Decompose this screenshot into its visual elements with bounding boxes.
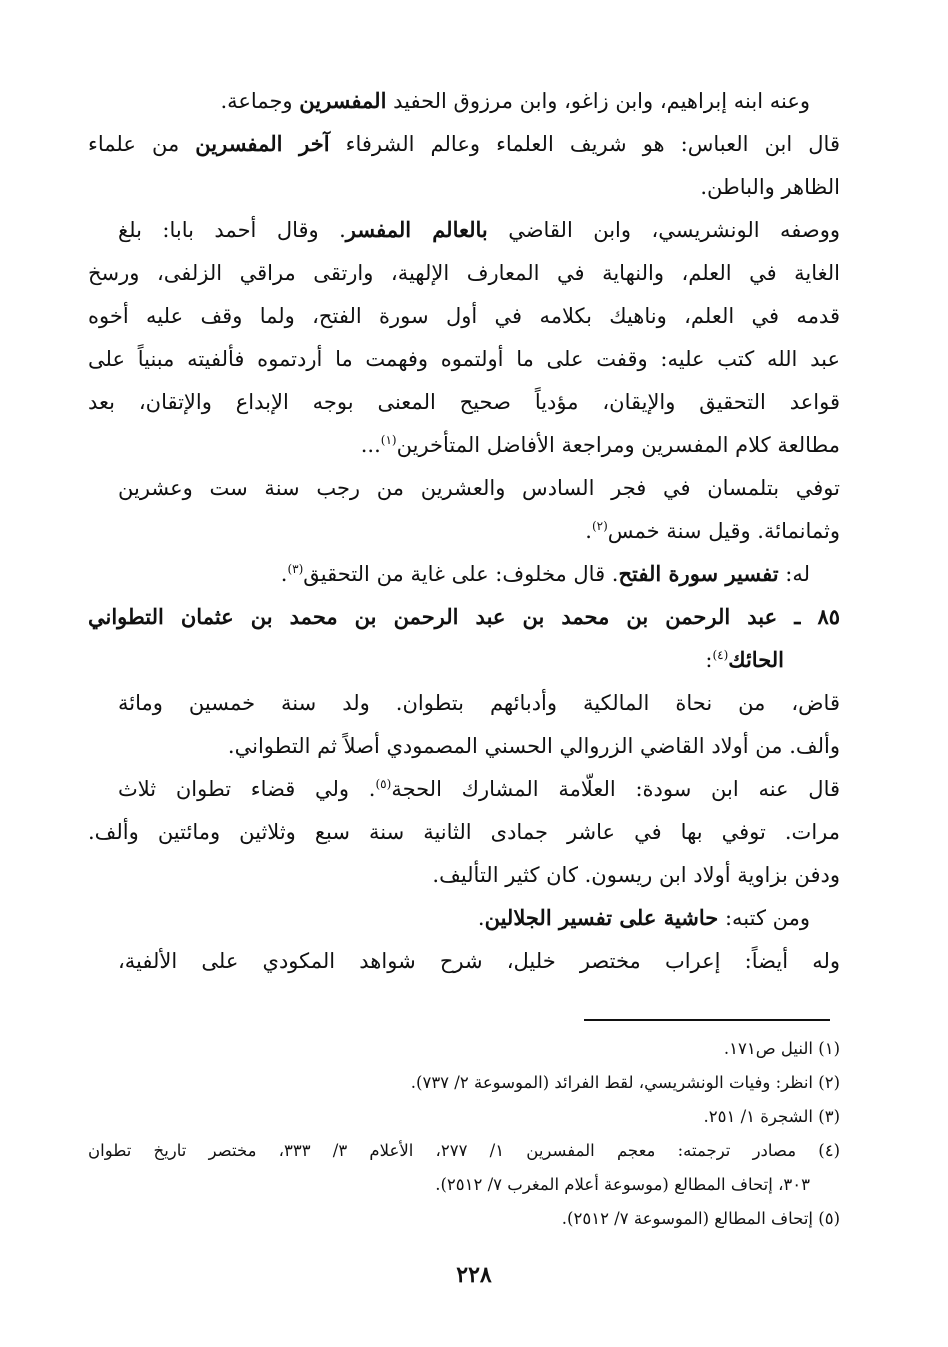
footnote-ref: (٥) [375,777,392,791]
footnote-ref: (١) [380,433,397,447]
text-line: قال عنه ابن سودة: العلّامة المشارك الحجة$^{(٥)}$. ولي قضاء تطوان ثلاث [118,777,840,801]
text-line: وعنه ابنه إبراهيم، وابن زاغو، وابن مرزوق الحفيد المفسرين وجماعة. [220,88,810,113]
text-line: قال ابن العباس: هو شريف العلماء وعالم الشرفاء آخر المفسرين من علماء [88,131,840,156]
footnote: ٣٠٣، إتحاف المطالع (موسوعة أعلام المغرب ٧/ ٢٥١٢). [435,1175,810,1194]
text-line: مرات. توفي بها في عاشر جمادى الثانية سنة سبع وثلاثين ومائتين وألف. [88,820,840,844]
footnote: (١) النيل ص١٧١. [723,1039,840,1058]
text-line: مطالعة كلام المفسرين ومراجعة الأفاضل المتأخرين$^{(١)}$... [360,433,840,457]
text-line: قدمه في العلم، وناهيك بكلامه في أول سورة الفتح، ولما وقف عليه أخوه [88,304,840,328]
footnote-separator [584,1019,830,1021]
entry-heading-cont: الحائك$^{(٤)}$: [705,647,784,672]
footnote-ref: (٢) [591,519,608,533]
text-line: قواعد التحقيق والإيقان، مؤدياً صحيح المعنى بوجه الإبداع والإتقان، بعد [88,390,840,414]
footnote: (٣) الشجرة ١/ ٢٥١. [703,1107,840,1126]
text-line: له: تفسير سورة الفتح. قال مخلوف: على غاية من التحقيق$^{(٣)}$. [280,561,810,586]
text-line: الظاهر والباطن. [700,175,840,199]
entry-heading: ٨٥ ـ عبد الرحمن بن محمد بن عبد الرحمن بن محمد بن عثمان التطواني [88,604,840,629]
text-line: وثمانمائة. وقيل سنة خمس$^{(٢)}$. [585,519,840,543]
footnote-ref: (٤) [712,648,729,662]
text-line: ووصفه الونشريسي، وابن القاضي بالعالم المفسر. وقال أحمد بابا: بلغ [118,217,840,242]
page-number: ٢٢٨ [456,1262,492,1288]
footnote-ref: (٣) [287,562,304,576]
text-line: عبد الله كتب عليه: وقفت على ما أولتموه وفهمت ما أردتموه فألفيته مبنياً على [88,347,840,371]
text-line: وألف. من أولاد القاضي الزروالي الحسني المصمودي أصلاً ثم التطواني. [227,734,840,758]
text-line: ودفن بزاوية أولاد ابن ريسون. كان كثير التأليف. [432,863,840,887]
text-line: قاض، من نحاة المالكية وأدبائهم بتطوان. ولد سنة خمسين ومائة [118,691,840,715]
footnote: (٤) مصادر ترجمته: معجم المفسرين ١/ ٢٧٧، الأعلام ٣/ ٣٣٣، مختصر تاريخ تطوان [88,1141,840,1160]
text-line: وله أيضاً: إعراب مختصر خليل، شرح شواهد المكودي على الألفية، [118,949,840,973]
text-line: ومن كتبه: حاشية على تفسير الجلالين. [477,905,810,930]
text-line: الغاية في العلم، والنهاية في المعارف الإلهية، وارتقى مراقي الزلفى، ورسخ [88,261,840,285]
text-line: توفي بتلمسان في فجر السادس والعشرين من رجب سنة ست وعشرين [118,476,840,500]
footnote: (٢) انظر: وفيات الونشريسي، لقط الفرائد (الموسوعة ٢/ ٧٣٧). [410,1073,840,1092]
footnote: (٥) إتحاف المطالع (الموسوعة ٧/ ٢٥١٢). [561,1209,840,1228]
